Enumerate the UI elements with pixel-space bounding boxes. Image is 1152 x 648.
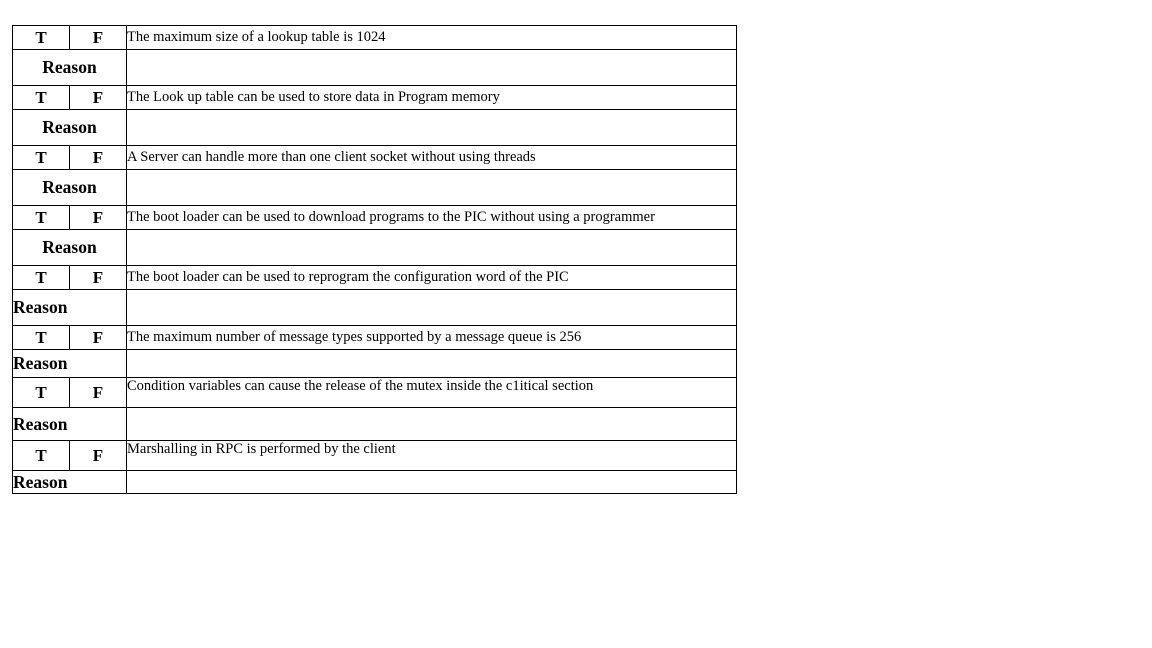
reason-row <box>13 350 737 378</box>
true-option[interactable]: T <box>13 146 70 170</box>
true-option[interactable]: T <box>13 206 70 230</box>
true-option[interactable]: T <box>13 326 70 350</box>
reason-row <box>13 230 737 266</box>
true-option[interactable]: T <box>13 441 70 471</box>
question-row <box>13 326 737 350</box>
true-option[interactable]: T <box>13 266 70 290</box>
false-option[interactable]: F <box>70 441 127 471</box>
reason-answer-field[interactable] <box>127 50 737 86</box>
true-option[interactable]: T <box>13 86 70 110</box>
reason-answer-field[interactable] <box>127 408 737 441</box>
question-row <box>13 441 737 471</box>
false-option[interactable]: F <box>70 326 127 350</box>
question-row <box>13 26 737 50</box>
reason-row <box>13 170 737 206</box>
reason-row <box>13 471 737 494</box>
reason-answer-field[interactable] <box>127 350 737 378</box>
reason-answer-field[interactable] <box>127 471 737 494</box>
question-statement: The maximum size of a lookup table is 1024 <box>127 26 737 50</box>
false-option[interactable]: F <box>70 378 127 408</box>
false-option[interactable]: F <box>70 146 127 170</box>
question-row <box>13 378 737 408</box>
false-option[interactable]: F <box>70 206 127 230</box>
true-option[interactable]: T <box>13 378 70 408</box>
question-statement: The Look up table can be used to store data in Program memory <box>127 86 737 110</box>
reason-label: Reason <box>13 471 127 494</box>
question-statement: The boot loader can be used to download programs to the PIC without using a programmer <box>127 206 737 230</box>
question-statement: The boot loader can be used to reprogram the configuration word of the PIC <box>127 266 737 290</box>
reason-label: Reason <box>13 408 127 441</box>
question-row <box>13 146 737 170</box>
question-statement: Marshalling in RPC is performed by the client <box>127 441 737 471</box>
reason-row <box>13 110 737 146</box>
reason-answer-field[interactable] <box>127 230 737 266</box>
question-row <box>13 206 737 230</box>
false-option[interactable]: F <box>70 86 127 110</box>
reason-row <box>13 50 737 86</box>
reason-label: Reason <box>13 230 127 266</box>
false-option[interactable]: F <box>70 266 127 290</box>
reason-label: Reason <box>13 290 127 326</box>
question-statement: Condition variables can cause the release of the mutex inside the c1itical section <box>127 378 737 408</box>
true-option[interactable]: T <box>13 26 70 50</box>
reason-label: Reason <box>13 170 127 206</box>
reason-label: Reason <box>13 110 127 146</box>
false-option[interactable]: F <box>70 26 127 50</box>
question-statement: The maximum number of message types supported by a message queue is 256 <box>127 326 737 350</box>
question-row <box>13 86 737 110</box>
question-row <box>13 266 737 290</box>
reason-row <box>13 408 737 441</box>
reason-label: Reason <box>13 350 127 378</box>
question-statement: A Server can handle more than one client socket without using threads <box>127 146 737 170</box>
reason-answer-field[interactable] <box>127 170 737 206</box>
reason-answer-field[interactable] <box>127 110 737 146</box>
reason-row <box>13 290 737 326</box>
reason-answer-field[interactable] <box>127 290 737 326</box>
reason-label: Reason <box>13 50 127 86</box>
true-false-quiz-table <box>12 25 737 494</box>
